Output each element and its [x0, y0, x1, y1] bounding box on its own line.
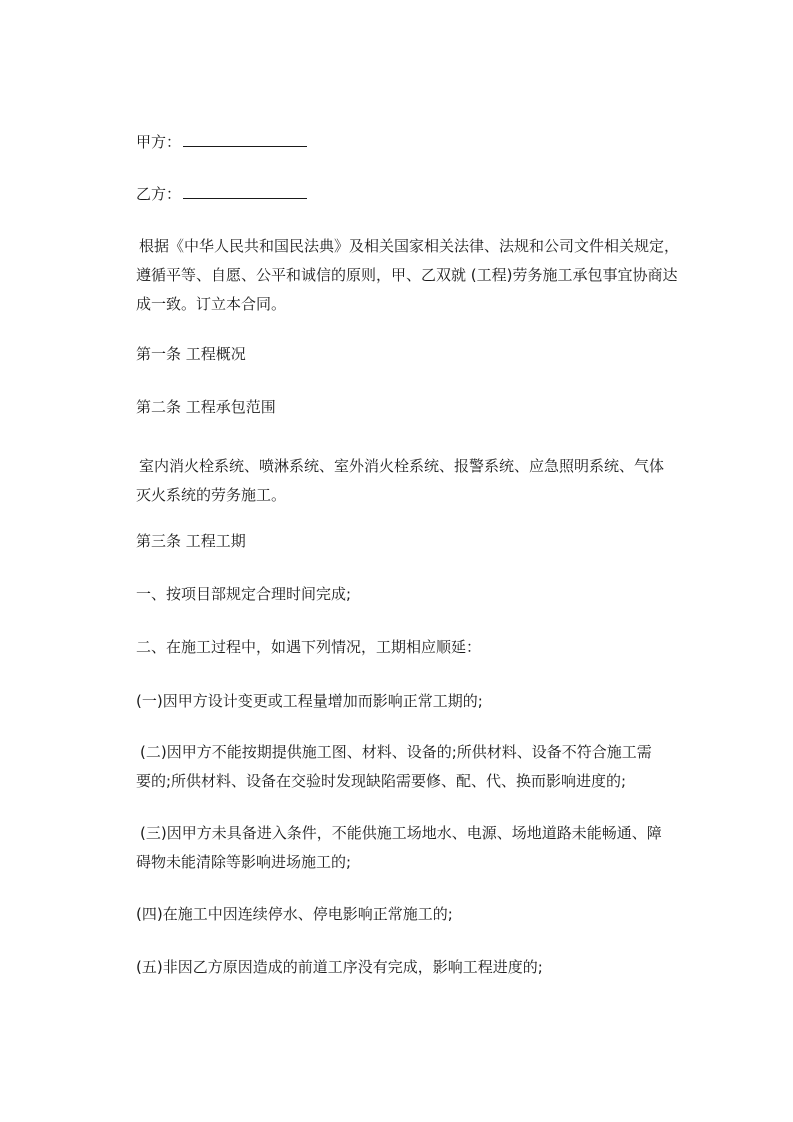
article-3-item-1: 一、按项目部规定合理时间完成; [136, 585, 352, 603]
article-2-paragraph [136, 452, 702, 510]
article-3-title: 第三条 工程工期 [136, 532, 246, 550]
article-3-sub-3-line-1: (三)因甲方未具备进入条件，不能供施工场地水、电源、场地道路未能畅通、障 [140, 824, 662, 842]
article-3-item-2: 二、在施工过程中，如遇下列情况，工期相应顺延： [136, 638, 482, 656]
article-2-title: 第二条 工程承包范围 [136, 398, 276, 416]
intro-line-3: 成一致。订立本合同。 [136, 295, 287, 313]
intro-line-2: 遵循平等、自愿、公平和诚信的原则，甲、乙双就 (工程)劳务施工承包事宜协商达 [136, 266, 678, 284]
article-2-line-1: 室内消火栓系统、喷淋系统、室外消火栓系统、报警系统、应急照明系统、气体 [139, 457, 665, 475]
party-b-line [136, 184, 307, 203]
article-3-sub-5: (五)非因乙方原因造成的前道工序没有完成，影响工程进度的; [136, 958, 543, 976]
article-3-sub-3-line-2: 碍物未能清除等影响进场施工的; [136, 853, 352, 871]
article-2-line-2: 灭火系统的劳务施工。 [136, 486, 287, 504]
party-a-line [136, 132, 307, 151]
intro-line-1: 根据《中华人民共和国民法典》及相关国家相关法律、法规和公司文件相关规定， [139, 237, 680, 255]
article-3-sub-1: (一)因甲方设计变更或工程量增加而影响正常工期的; [136, 692, 483, 710]
article-3-sub-2 [136, 738, 702, 796]
intro-paragraph [136, 232, 702, 319]
article-3-sub-4: (四)在施工中因连续停水、停电影响正常施工的; [136, 905, 453, 923]
party-a-blank [183, 132, 307, 147]
party-b-blank [183, 184, 307, 199]
party-a-label: 甲方： [136, 133, 182, 151]
article-3-sub-2-line-2: 要的;所供材料、设备在交验时发现缺陷需要修、配、代、换而影响进度的; [136, 772, 627, 790]
article-1-title: 第一条 工程概况 [136, 345, 246, 363]
article-3-sub-2-line-1: (二)因甲方不能按期提供施工图、材料、设备的;所供材料、设备不符合施工需 [140, 743, 652, 761]
article-3-sub-3 [136, 819, 702, 877]
party-b-label: 乙方： [136, 185, 182, 203]
